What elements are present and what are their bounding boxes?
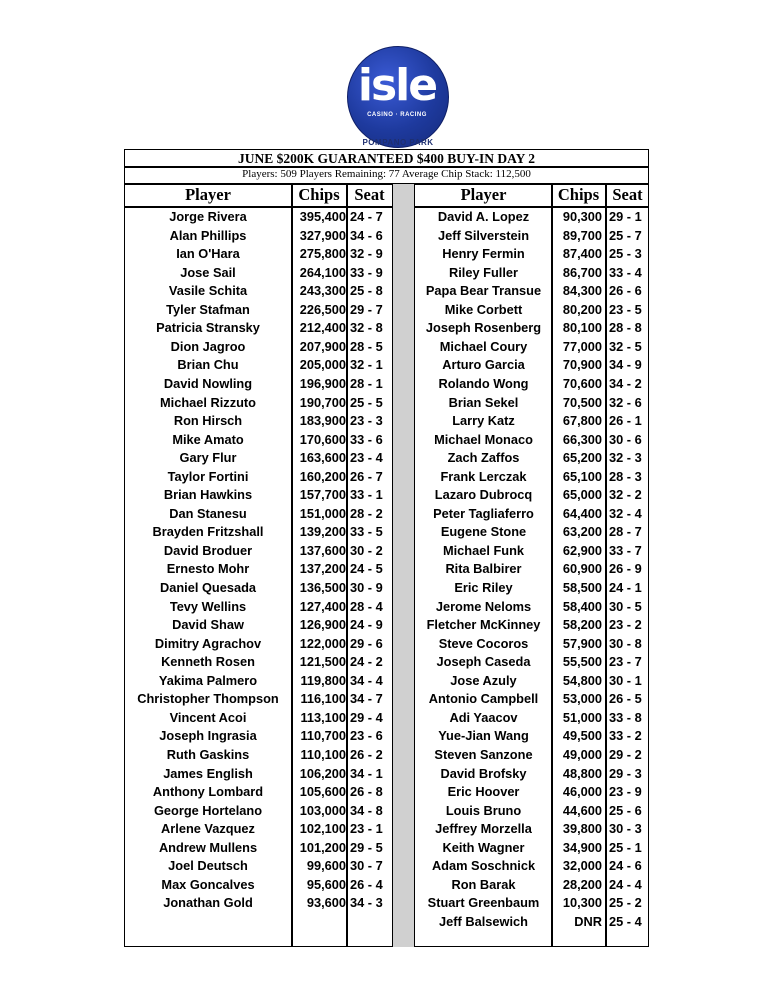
right-seat-assignment: 29 - 3 [609, 765, 642, 781]
right-chip-count: 65,200 [562, 450, 602, 466]
right-player-name: David Brofsky [440, 765, 527, 781]
left-chip-count: 121,500 [299, 654, 346, 670]
right-chip-count: 39,800 [562, 821, 602, 837]
right-seat-assignment: 23 - 7 [609, 654, 642, 670]
left-player-name: Gary Flur [179, 450, 237, 466]
left-chip-count: 196,900 [299, 375, 346, 391]
left-player-name: Jorge Rivera [169, 209, 247, 224]
right-chip-count: 67,800 [562, 413, 602, 429]
left-seat-assignment: 29 - 4 [350, 709, 383, 725]
header-chips-left: Chips [298, 185, 340, 204]
left-player-name: Ian O'Hara [176, 246, 240, 262]
left-player-name: Anthony Lombard [152, 784, 264, 800]
right-chip-count: 44,600 [562, 802, 602, 818]
right-chip-count: 63,200 [562, 524, 602, 540]
right-chip-count: 77,000 [562, 338, 602, 354]
left-chip-count: 151,000 [299, 505, 346, 521]
right-chip-count: 70,900 [562, 357, 602, 373]
right-seat-assignment: 32 - 5 [609, 338, 642, 354]
right-chip-count: 10,300 [562, 895, 602, 911]
right-chip-count: 28,200 [562, 876, 602, 892]
right-player-name: Brian Sekel [448, 394, 519, 410]
left-seat-assignment: 34 - 3 [350, 895, 383, 911]
left-seat-assignment: 32 - 1 [350, 357, 383, 373]
left-seat-assignment: 32 - 8 [350, 320, 383, 336]
left-chip-count: 157,700 [299, 487, 346, 503]
right-player-name: Papa Bear Transue [425, 283, 542, 299]
left-chip-count: 106,200 [299, 765, 346, 781]
left-seat-assignment: 34 - 1 [350, 765, 383, 781]
right-player-name: Lazaro Dubrocq [434, 487, 533, 503]
left-player-name: Brian Hawkins [163, 487, 253, 503]
right-player-name: Jerome Neloms [435, 598, 532, 614]
left-player-name: Mike Amato [172, 431, 244, 447]
left-seat-assignment: 29 - 6 [350, 635, 383, 651]
header-seat-left: Seat [354, 185, 385, 204]
left-seat-assignment: 34 - 7 [350, 691, 383, 707]
logo-location: POMPANO PARK [362, 138, 434, 147]
right-chip-count: 65,000 [562, 487, 602, 503]
right-player-name: Arturo Garcia [442, 357, 525, 373]
right-chip-count: 65,100 [562, 468, 602, 484]
right-seat-assignment: 28 - 3 [609, 468, 642, 484]
right-chip-count: 46,000 [562, 784, 602, 800]
right-player-name: Jeffrey Morzella [435, 821, 532, 837]
left-chip-count: 275,800 [299, 246, 346, 262]
right-chip-count: DNR [574, 913, 602, 929]
right-chip-count: 58,400 [562, 598, 602, 614]
left-chip-count: 116,100 [300, 691, 346, 707]
right-player-name: Jeff Silverstein [437, 227, 530, 243]
left-chip-count: 101,200 [299, 839, 346, 855]
left-player-name: Joel Deutsch [168, 858, 248, 874]
left-player-name: Ernesto Mohr [166, 561, 250, 577]
left-seat-assignment: 23 - 4 [350, 450, 383, 466]
left-chip-count: 327,900 [299, 227, 346, 243]
left-chip-count: 137,600 [299, 542, 346, 558]
left-chip-count: 139,200 [299, 524, 346, 540]
right-seat-assignment: 34 - 2 [609, 375, 642, 391]
left-chip-count: 160,200 [299, 468, 346, 484]
left-seat-assignment: 28 - 4 [350, 598, 383, 614]
left-chip-count: 122,000 [299, 635, 346, 651]
right-seat-assignment: 23 - 2 [609, 617, 642, 633]
right-seat-assignment: 24 - 4 [609, 876, 642, 892]
right-player-name: Yue-Jian Wang [438, 728, 529, 744]
left-seat-assignment: 24 - 5 [350, 561, 383, 577]
right-player-name: Antonio Campbell [428, 691, 539, 707]
header-player-right: Player [460, 185, 507, 204]
left-seat-assignment: 26 - 8 [350, 784, 383, 800]
left-player-name: Michael Rizzuto [160, 394, 256, 410]
right-player-name: Henry Fermin [442, 246, 525, 262]
right-seat-assignment: 28 - 7 [609, 524, 642, 540]
right-player-name: Louis Bruno [445, 802, 522, 818]
isle-casino-logo [347, 46, 449, 148]
left-chip-count: 395,400 [299, 209, 346, 224]
right-player-name: Michael Coury [439, 338, 528, 354]
left-chip-count: 163,600 [299, 450, 346, 466]
left-seat-assignment: 28 - 5 [350, 338, 383, 354]
left-seat-assignment: 24 - 7 [350, 209, 383, 224]
right-seat-assignment: 25 - 6 [609, 802, 642, 818]
right-seat-assignment: 30 - 6 [609, 431, 642, 447]
right-player-name: Fletcher McKinney [426, 617, 541, 633]
left-chip-count: 102,100 [299, 821, 346, 837]
left-player-name: Yakima Palmero [158, 672, 258, 688]
left-seat-assignment: 24 - 9 [350, 617, 383, 633]
left-player-name: Vasile Schita [168, 283, 248, 299]
right-player-name: Steven Sanzone [434, 746, 533, 762]
right-player-name: Keith Wagner [442, 839, 525, 855]
left-seat-assignment: 29 - 7 [350, 301, 383, 317]
right-player-name: Joseph Rosenberg [425, 320, 542, 336]
left-seat-assignment: 33 - 5 [350, 524, 383, 540]
left-chip-count: 183,900 [299, 413, 346, 429]
right-chip-count: 54,800 [562, 672, 602, 688]
right-seat-assignment: 28 - 8 [609, 320, 642, 336]
right-chip-count: 70,600 [562, 375, 602, 391]
right-seat-assignment: 32 - 4 [609, 505, 642, 521]
left-chip-count: 113,100 [300, 709, 346, 725]
right-seat-assignment: 30 - 1 [609, 672, 642, 688]
right-chip-count: 80,100 [562, 320, 602, 336]
title-divider [124, 166, 649, 168]
right-player-name: Michael Monaco [434, 431, 533, 447]
left-seat-assignment: 29 - 5 [350, 839, 383, 855]
right-chip-count: 60,900 [562, 561, 602, 577]
left-player-name: Arlene Vazquez [161, 821, 255, 837]
left-player-name: Brayden Fritzshall [152, 524, 264, 540]
right-seat-assignment: 25 - 2 [609, 895, 642, 911]
right-seat-assignment: 32 - 2 [609, 487, 642, 503]
right-player-name: Eric Riley [454, 580, 513, 595]
left-chip-count: 212,400 [299, 320, 346, 336]
left-player-name: Tyler Stafman [166, 301, 250, 317]
left-seat-assignment: 23 - 6 [350, 728, 383, 744]
left-seat-assignment: 28 - 2 [350, 505, 383, 521]
right-seat-assignment: 24 - 1 [609, 580, 642, 595]
left-seat-assignment: 25 - 5 [350, 394, 383, 410]
left-seat-assignment: 30 - 9 [350, 580, 383, 595]
left-seat-assignment: 32 - 9 [350, 246, 383, 262]
right-seat-assignment: 26 - 1 [609, 413, 642, 429]
left-seat-assignment: 24 - 2 [350, 654, 383, 670]
right-seat-assignment: 30 - 5 [609, 598, 642, 614]
left-chip-count: 126,900 [299, 617, 346, 633]
left-seat-assignment: 30 - 7 [350, 858, 383, 874]
right-player-name: Mike Corbett [444, 301, 523, 317]
center-gutter [392, 184, 415, 947]
header-divider [124, 206, 649, 208]
left-chip-count: 99,600 [306, 858, 346, 874]
right-player-name: Adam Soschnick [431, 858, 536, 874]
left-player-name: Daniel Quesada [159, 580, 256, 595]
logo-subtitle: CASINO · RACING [367, 112, 427, 118]
left-player-name: David Broduer [163, 542, 253, 558]
right-player-name: Stuart Greenbaum [427, 895, 540, 911]
left-player-name: Christopher Thompson [137, 691, 279, 707]
left-chip-count: 93,600 [306, 895, 346, 911]
right-player-name: Steve Cocoros [438, 635, 529, 651]
right-seat-assignment: 30 - 8 [609, 635, 642, 651]
right-chip-count: 53,000 [562, 691, 602, 707]
left-chip-count: 205,000 [299, 357, 346, 373]
left-seat-assignment: 26 - 2 [350, 746, 383, 762]
right-player-name: David A. Lopez [437, 209, 530, 224]
right-seat-assignment: 34 - 9 [609, 357, 642, 373]
right-seat-assignment: 33 - 4 [609, 264, 642, 280]
left-chip-count: 226,500 [299, 301, 346, 317]
left-player-name: Joseph Ingrasia [159, 728, 257, 744]
right-seat-assignment: 33 - 8 [609, 709, 642, 725]
right-player-name: Michael Funk [442, 542, 525, 558]
left-seat-assignment: 34 - 8 [350, 802, 383, 818]
column-divider [605, 184, 607, 947]
left-chip-count: 264,100 [299, 264, 346, 280]
right-player-name: Rita Balbirer [445, 561, 522, 577]
right-chip-count: 34,900 [562, 839, 602, 855]
left-player-name: Andrew Mullens [158, 839, 258, 855]
left-player-name: Taylor Fortini [167, 468, 249, 484]
right-seat-assignment: 25 - 4 [609, 913, 642, 929]
left-chip-count: 103,000 [299, 802, 346, 818]
right-chip-count: 58,200 [562, 617, 602, 633]
header-player-left: Player [185, 185, 231, 204]
left-player-name: Dion Jagroo [170, 338, 246, 354]
left-seat-assignment: 26 - 4 [350, 876, 383, 892]
right-player-name: Frank Lerczak [440, 468, 527, 484]
header-seat-right: Seat [612, 185, 643, 204]
left-player-name: David Nowling [163, 375, 253, 391]
right-player-name: Peter Tagliaferro [433, 505, 534, 521]
right-seat-assignment: 26 - 5 [609, 691, 642, 707]
right-seat-assignment: 29 - 1 [609, 209, 642, 224]
header-chips-right: Chips [557, 185, 600, 204]
right-player-name: Jeff Balsewich [439, 913, 528, 929]
right-chip-count: 48,800 [562, 765, 602, 781]
left-chip-count: 95,600 [306, 876, 346, 892]
right-player-name: Adi Yaacov [449, 709, 518, 725]
left-chip-count: 136,500 [299, 580, 346, 595]
right-seat-assignment: 30 - 3 [609, 821, 642, 837]
page-subtitle: Players: 509 Players Remaining: 77 Average Chip Stack: 112,500 [242, 168, 531, 180]
right-chip-count: 57,900 [562, 635, 602, 651]
right-chip-count: 49,000 [562, 746, 602, 762]
left-chip-count: 137,200 [299, 561, 346, 577]
left-player-name: Patricia Stransky [156, 320, 260, 336]
right-chip-count: 62,900 [562, 542, 602, 558]
left-player-name: George Hortelano [153, 802, 263, 818]
left-player-name: James English [163, 765, 253, 781]
right-chip-count: 90,300 [562, 209, 602, 224]
right-chip-count: 84,300 [562, 283, 602, 299]
left-chip-count: 105,600 [299, 784, 346, 800]
left-player-name: Vincent Acoi [169, 709, 247, 725]
left-seat-assignment: 34 - 6 [350, 227, 383, 243]
right-seat-assignment: 32 - 3 [609, 450, 642, 466]
left-seat-assignment: 33 - 6 [350, 431, 383, 447]
left-chip-count: 127,400 [299, 598, 346, 614]
left-chip-count: 119,800 [300, 672, 346, 688]
left-player-name: Max Goncalves [161, 876, 255, 892]
right-chip-count: 70,500 [562, 394, 602, 410]
page-title: JUNE $200K GUARANTEED $400 BUY-IN DAY 2 [237, 151, 536, 166]
right-player-name: Rolando Wong [438, 375, 529, 391]
right-seat-assignment: 23 - 9 [609, 784, 642, 800]
left-chip-count: 110,100 [300, 746, 346, 762]
left-chip-count: 170,600 [299, 431, 346, 447]
logo-word: isle [357, 60, 437, 111]
left-seat-assignment: 25 - 8 [350, 283, 383, 299]
left-seat-assignment: 30 - 2 [350, 542, 383, 558]
left-player-name: Alan Phillips [169, 227, 247, 243]
right-seat-assignment: 33 - 2 [609, 728, 642, 744]
right-seat-assignment: 29 - 2 [609, 746, 642, 762]
right-player-name: Zach Zaffos [447, 450, 520, 466]
left-player-name: Dan Stanesu [169, 505, 247, 521]
right-player-name: Joseph Caseda [436, 654, 531, 670]
left-player-name: Ruth Gaskins [166, 746, 250, 762]
left-chip-count: 207,900 [299, 338, 346, 354]
left-chip-count: 110,700 [300, 728, 346, 744]
right-player-name: Jose Azuly [450, 672, 517, 688]
right-seat-assignment: 25 - 7 [609, 227, 642, 243]
left-player-name: Brian Chu [177, 357, 239, 373]
left-player-name: Tevy Wellins [169, 598, 247, 614]
right-seat-assignment: 32 - 6 [609, 394, 642, 410]
right-seat-assignment: 33 - 7 [609, 542, 642, 558]
right-player-name: Larry Katz [452, 413, 515, 429]
right-chip-count: 55,500 [562, 654, 602, 670]
left-player-name: Dimitry Agrachov [154, 635, 262, 651]
right-seat-assignment: 25 - 3 [609, 246, 642, 262]
right-chip-count: 66,300 [562, 431, 602, 447]
right-seat-assignment: 24 - 6 [609, 858, 642, 874]
left-player-name: Ron Hirsch [173, 413, 243, 429]
right-player-name: Riley Fuller [449, 264, 518, 280]
right-chip-count: 80,200 [562, 301, 602, 317]
left-chip-count: 243,300 [299, 283, 346, 299]
right-chip-count: 49,500 [562, 728, 602, 744]
left-seat-assignment: 34 - 4 [350, 672, 383, 688]
left-seat-assignment: 33 - 9 [350, 264, 383, 280]
left-seat-assignment: 28 - 1 [350, 375, 383, 391]
right-seat-assignment: 25 - 1 [609, 839, 642, 855]
right-chip-count: 64,400 [562, 505, 602, 521]
left-chip-count: 190,700 [299, 394, 346, 410]
right-chip-count: 32,000 [562, 858, 602, 874]
right-seat-assignment: 26 - 9 [609, 561, 642, 577]
right-chip-count: 87,400 [562, 246, 602, 262]
left-seat-assignment: 33 - 1 [350, 487, 383, 503]
right-player-name: Eugene Stone [440, 524, 527, 540]
left-seat-assignment: 26 - 7 [350, 468, 383, 484]
left-seat-assignment: 23 - 3 [350, 413, 383, 429]
right-player-name: Eric Hoover [447, 784, 520, 800]
left-player-name: Kenneth Rosen [161, 654, 255, 670]
left-seat-assignment: 23 - 1 [350, 821, 383, 837]
right-seat-assignment: 26 - 6 [609, 283, 642, 299]
left-player-name: Jose Sail [180, 264, 236, 280]
right-chip-count: 86,700 [562, 264, 602, 280]
right-chip-count: 89,700 [562, 227, 602, 243]
right-chip-count: 58,500 [562, 580, 602, 595]
column-divider [346, 184, 348, 947]
right-chip-count: 51,000 [562, 709, 602, 725]
left-player-name: David Shaw [172, 617, 244, 633]
right-seat-assignment: 23 - 5 [609, 301, 642, 317]
right-player-name: Ron Barak [451, 876, 516, 892]
left-player-name: Jonathan Gold [163, 895, 253, 911]
